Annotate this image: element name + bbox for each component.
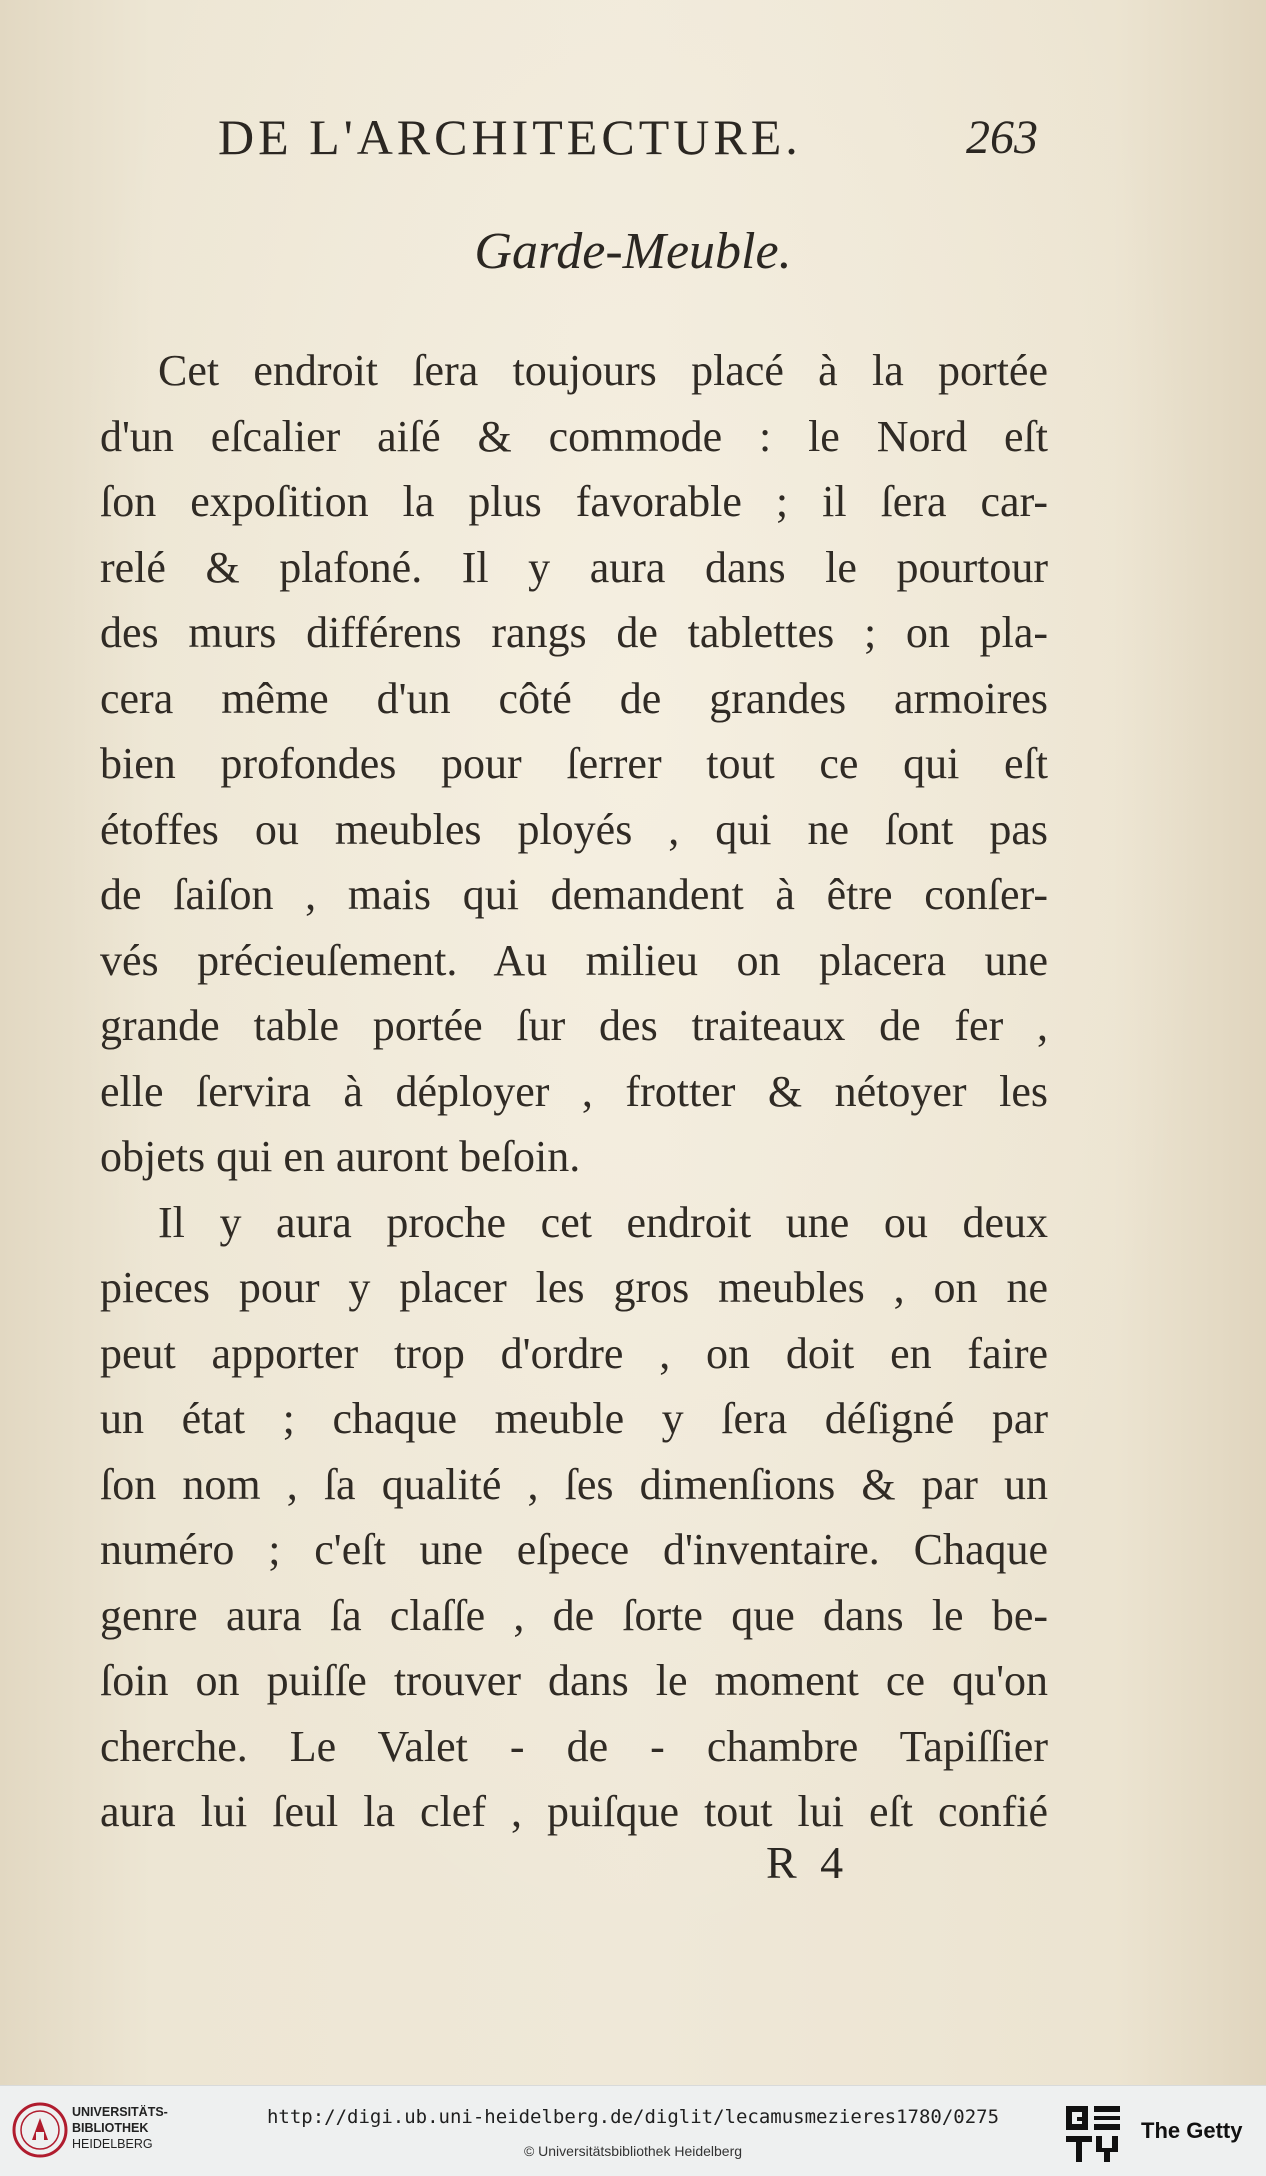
section-title: Garde-Meuble. <box>474 223 792 280</box>
text-line: de ſaiſon , mais qui demandent à être conſer- <box>100 870 1048 919</box>
text-line: ſon expoſition la plus favorable ; il ſera car- <box>100 477 1048 526</box>
text-line: des murs différens rangs de tablettes ; on pla- <box>100 608 1048 657</box>
page-number: 263 <box>966 111 1038 164</box>
library-name-line: BIBLIOTHEK <box>72 2121 149 2135</box>
library-name-line: HEIDELBERG <box>72 2137 153 2151</box>
text-line: peut apporter trop d'ordre , on doit en faire <box>100 1328 1048 1378</box>
partner-name: The Getty <box>1141 2118 1243 2143</box>
text-line: numéro ; c'eſt une eſpece d'inventaire. Chaque <box>100 1525 1048 1574</box>
text-line: pieces pour y placer les gros meubles , on ne <box>100 1263 1048 1312</box>
text-line: étoffes ou meubles ployés , qui ne ſont pas <box>100 804 1048 854</box>
library-name-line: UNIVERSITÄTS- <box>72 2105 168 2119</box>
text-line: ſon nom , ſa qualité , ſes dimenſions & par un <box>100 1459 1048 1509</box>
text-line: un état ; chaque meuble y ſera déſigné par <box>100 1394 1048 1443</box>
text-line: Il y aura proche cet endroit une ou deux <box>158 1197 1048 1247</box>
text-line: ſoin on puiſſe trouver dans le moment ce qu'on <box>100 1656 1048 1705</box>
running-head-title: DE L'ARCHITECTURE. <box>218 109 802 165</box>
text-line: d'un eſcalier aiſé & commode : le Nord eſt <box>100 411 1048 461</box>
text-line: cherche. Le Valet - de - chambre Tapiſſier <box>100 1721 1048 1771</box>
text-line: elle ſervira à déployer , frotter & nétoyer les <box>100 1066 1048 1116</box>
permalink-url[interactable]: http://digi.ub.uni-heidelberg.de/diglit/lecamusmezieres1780/0275 <box>266 2106 1000 2128</box>
body-text <box>100 338 1048 1845</box>
text-line: genre aura ſa claſſe , de ſorte que dans le be- <box>100 1590 1048 1640</box>
text-line: Cet endroit ſera toujours placé à la portée <box>158 346 1048 395</box>
text-line: relé & plafoné. Il y aura dans le pourtour <box>100 542 1048 592</box>
copyright-notice: © Universitätsbibliothek Heidelberg <box>523 2143 743 2159</box>
getty-logo-icon <box>1064 2104 1124 2164</box>
text-line: bien profondes pour ſerrer tout ce qui eſt <box>100 739 1048 788</box>
signature-mark: R 4 <box>766 1837 850 1888</box>
footer-bar <box>0 2085 1266 2176</box>
text-line: vés précieuſement. Au milieu on placera une <box>100 935 1048 985</box>
text-line: grande table portée ſur des traiteaux de fer , <box>100 1001 1048 1050</box>
text-line: objets qui en auront beſoin. <box>100 1132 581 1181</box>
running-head <box>0 108 1266 178</box>
text-line: cera même d'un côté de grandes armoires <box>100 673 1048 723</box>
text-line: aura lui ſeul la clef , puiſque tout lui eſt confié <box>100 1787 1048 1836</box>
